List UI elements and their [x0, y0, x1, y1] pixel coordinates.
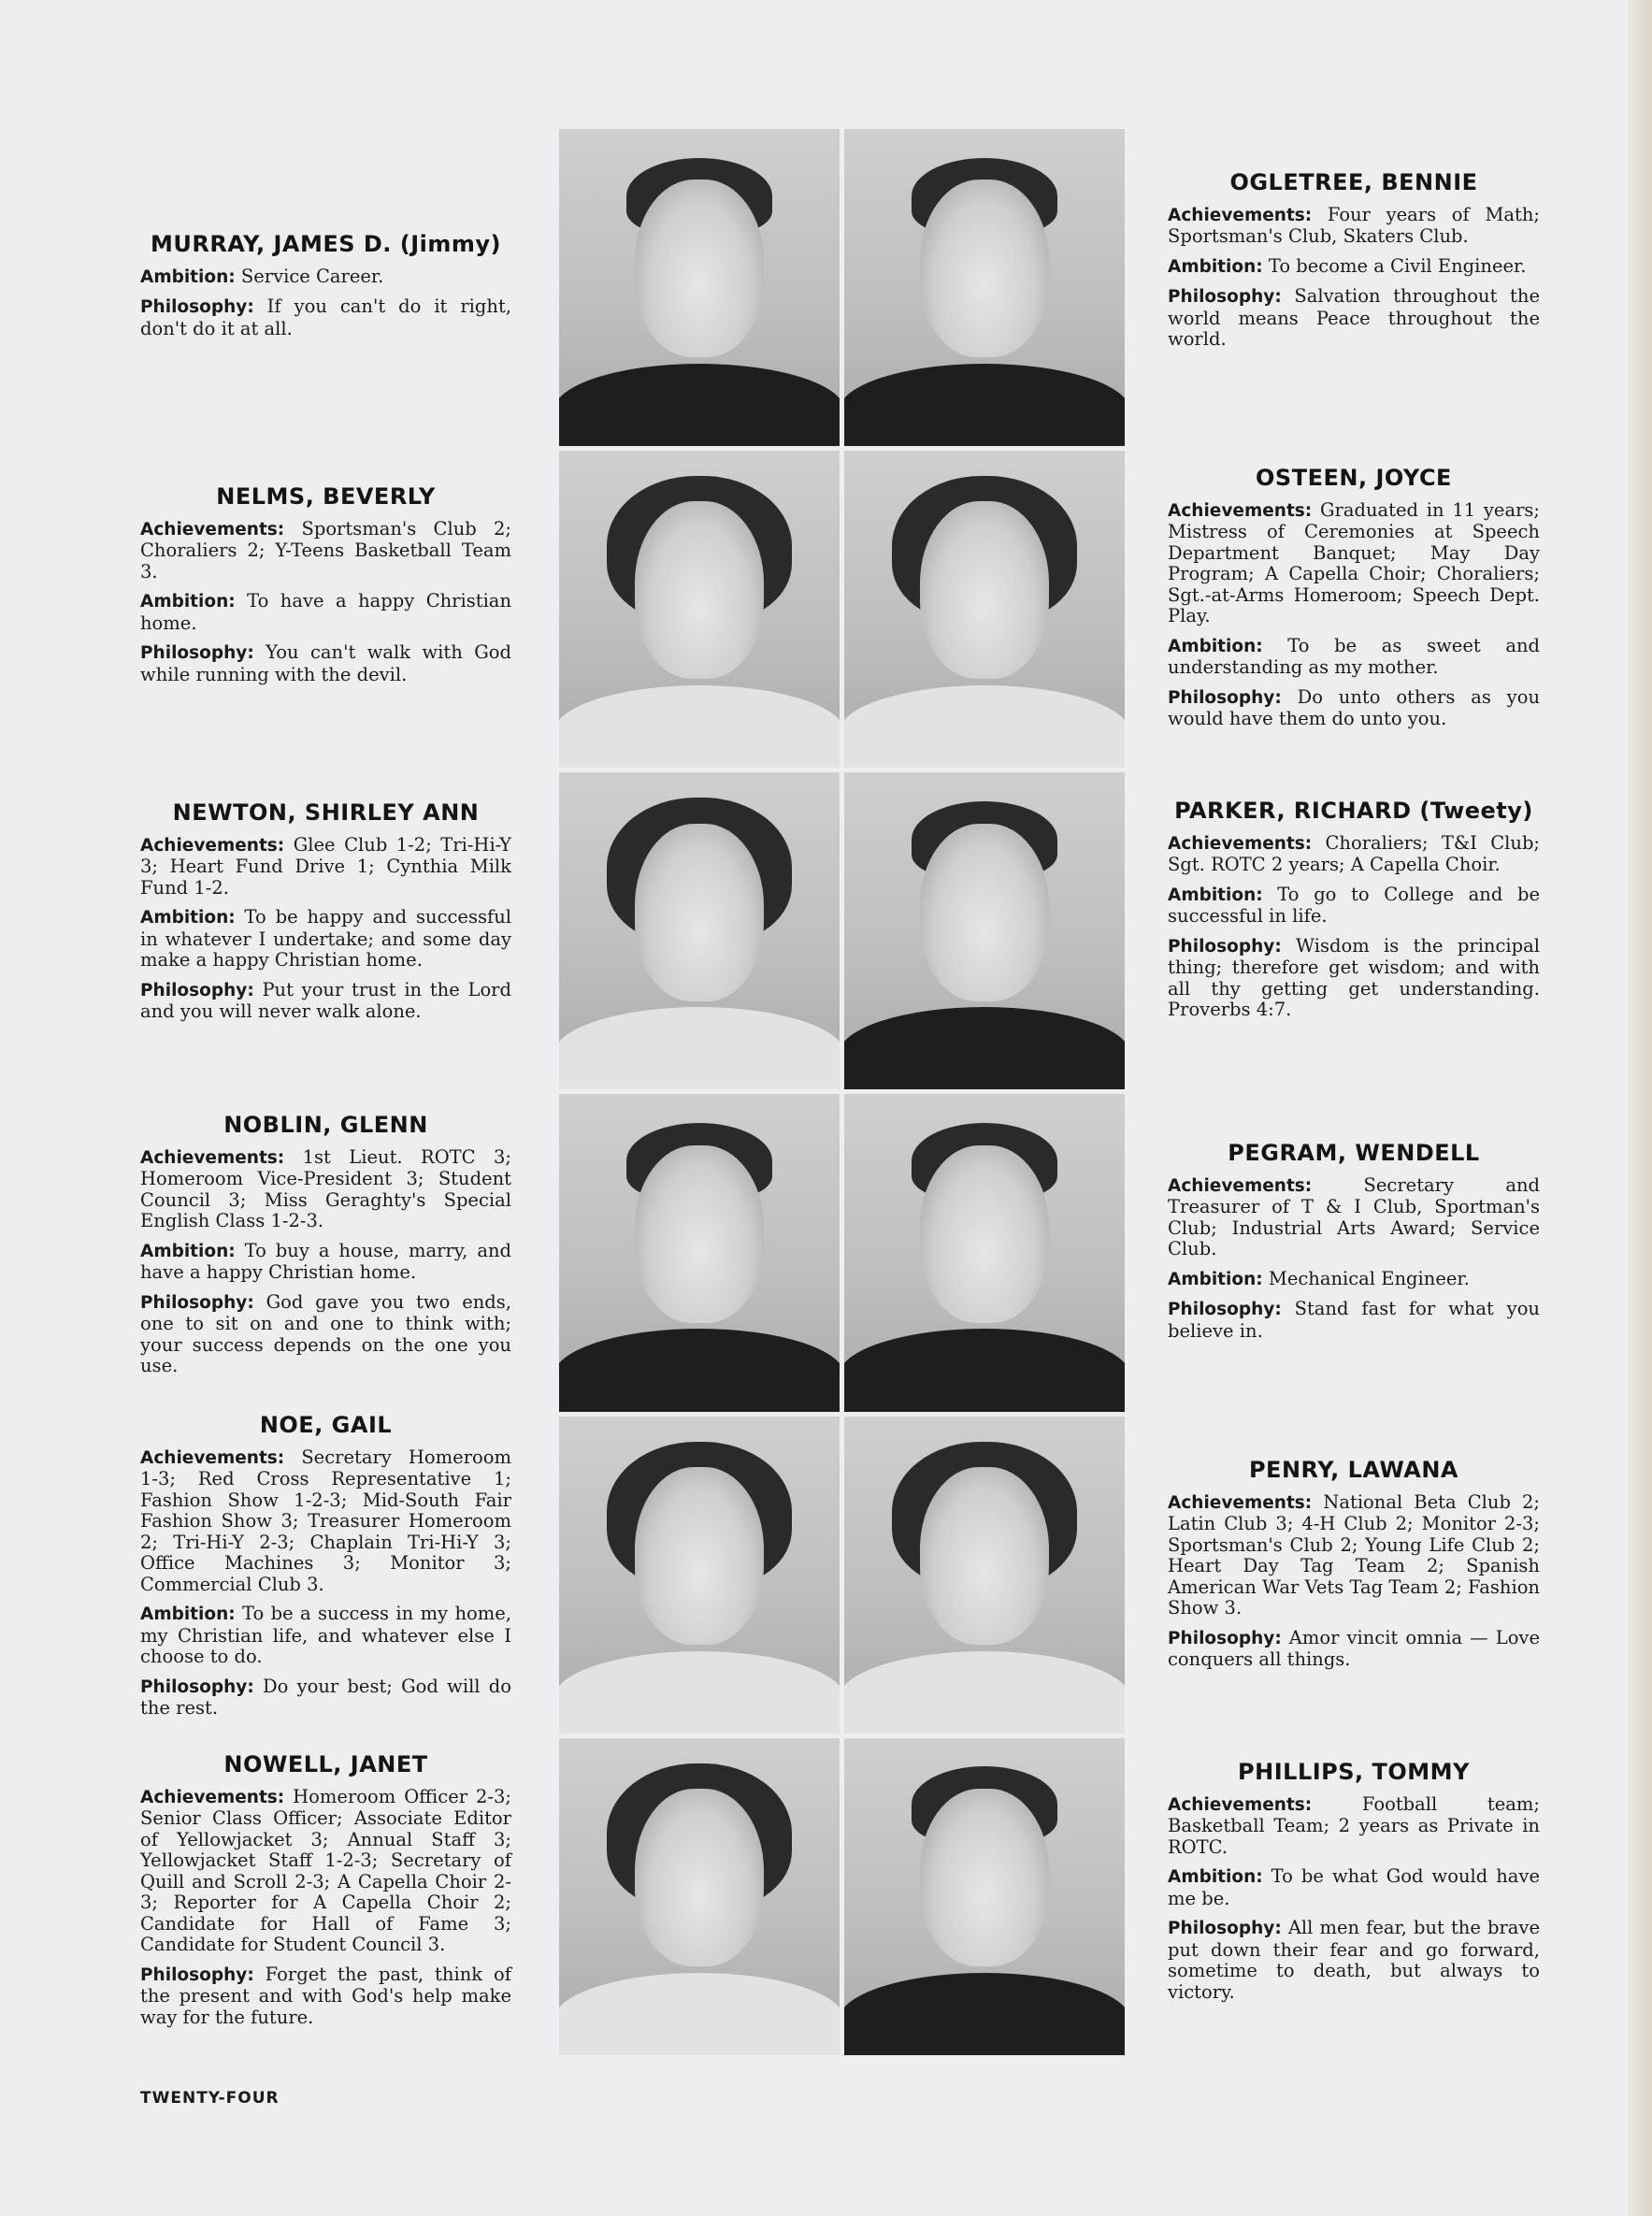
portrait-head	[920, 1789, 1049, 1966]
student-name: NOWELL, JANET	[223, 1751, 428, 1777]
entry-field	[1168, 687, 1540, 730]
entry-field	[140, 1447, 511, 1596]
portrait-head	[635, 1145, 764, 1323]
entry-field	[1168, 936, 1540, 1021]
portrait-head	[635, 501, 764, 679]
entry-field	[1168, 1866, 1540, 1909]
entry-field	[140, 1604, 511, 1668]
entry-field	[1168, 256, 1540, 279]
entry-field	[1168, 286, 1540, 351]
field-label: Ambition:	[1168, 1269, 1263, 1289]
student-name: PEGRAM, WENDELL	[1228, 1140, 1480, 1166]
field-label: Philosophy:	[1168, 687, 1282, 708]
field-value: Do unto others as you would have them do unto you.	[1168, 685, 1540, 729]
field-label: Ambition:	[140, 1604, 236, 1624]
entry-field	[140, 907, 511, 971]
field-value: Graduated in 11 years; Mistress of Ceremonies at Speech Department Banquet; May Day Program; A Capella Choir; Choraliers; Sgt.-at-Arms Homeroom; Speech Dept. Play.	[1168, 498, 1540, 626]
portrait-head	[635, 1467, 764, 1645]
student-name: NOBLIN, GLENN	[223, 1112, 428, 1138]
student-entry-ogletree	[1168, 169, 1540, 359]
entry-field	[140, 1964, 511, 2029]
portrait-head	[920, 824, 1049, 1001]
entry-field	[1168, 1299, 1540, 1342]
field-value: To be what God would have me be.	[1168, 1865, 1540, 1909]
field-label: Philosophy:	[1168, 287, 1282, 307]
entry-field	[140, 1241, 511, 1284]
portrait-body	[844, 1329, 1125, 1411]
portrait-body	[844, 1651, 1125, 1734]
entry-field	[140, 642, 511, 685]
field-label: Philosophy:	[140, 1292, 254, 1313]
field-label: Philosophy:	[140, 643, 254, 663]
student-portrait	[559, 1738, 840, 2055]
student-portrait	[844, 772, 1125, 1089]
field-value: Stand fast for what you believe in.	[1168, 1298, 1540, 1342]
field-value: To go to College and be successful in life.	[1168, 883, 1540, 927]
entry-field	[140, 519, 511, 583]
student-entry-phillips	[1168, 1759, 1540, 2011]
portrait-head	[920, 180, 1049, 357]
field-label: Ambition:	[1168, 885, 1263, 905]
field-label: Achievements:	[1168, 1175, 1313, 1196]
student-name: PENRY, LAWANA	[1248, 1457, 1459, 1483]
field-label: Achievements:	[1168, 205, 1313, 225]
field-label: Achievements:	[1168, 1492, 1313, 1513]
student-portrait	[559, 1094, 840, 1411]
student-name: OGLETREE, BENNIE	[1229, 169, 1478, 195]
portrait-body	[844, 1973, 1125, 2055]
field-value: To become a Civil Engineer.	[1262, 254, 1527, 277]
field-label: Achievements:	[1168, 1794, 1313, 1815]
field-value: 1st Lieut. ROTC 3; Homeroom Vice-President 3; Student Council 3; Miss Geraghty's Special English Class 1-2-3.	[140, 1145, 511, 1231]
field-value: Put your trust in the Lord and you will never walk alone.	[140, 978, 511, 1022]
portrait-grid	[559, 129, 1125, 2055]
entry-field	[140, 591, 511, 634]
field-label: Philosophy:	[1168, 1300, 1282, 1319]
portrait-head	[920, 1467, 1049, 1645]
field-label: Philosophy:	[1168, 936, 1282, 957]
field-value: You can't walk with God while running with the devil.	[140, 641, 511, 685]
field-value: God gave you two ends, one to sit on and one to think with; your success depends on the one you use.	[140, 1290, 511, 1376]
portrait-body	[559, 1651, 840, 1734]
entry-field	[1168, 636, 1540, 679]
field-value: All men fear, but the brave put down their fear and go forward, sometime to death, but always to victory.	[1168, 1917, 1540, 2003]
entry-field	[1168, 1918, 1540, 2003]
page-number: TWENTY-FOUR	[140, 2089, 280, 2108]
student-portrait	[844, 1094, 1125, 1411]
portrait-body	[844, 1007, 1125, 1089]
portrait-head	[635, 180, 764, 357]
field-value: To have a happy Christian home.	[140, 590, 511, 634]
student-name: MURRAY, JAMES D. (Jimmy)	[150, 231, 502, 257]
student-entry-penry	[1168, 1457, 1540, 1679]
entry-field	[1168, 1794, 1540, 1859]
student-name: OSTEEN, JOYCE	[1256, 465, 1452, 491]
field-value: Football team; Basketball Team; 2 years as Private in ROTC.	[1168, 1792, 1540, 1858]
entry-field	[140, 980, 511, 1023]
field-label: Philosophy:	[140, 1676, 254, 1697]
portrait-head	[920, 1145, 1049, 1323]
entry-field	[1168, 1628, 1540, 1671]
field-label: Philosophy:	[140, 297, 254, 317]
portrait-body	[559, 1007, 840, 1089]
student-portrait	[844, 451, 1125, 768]
student-name: NELMS, BEVERLY	[216, 483, 436, 510]
field-label: Achievements:	[140, 835, 285, 856]
field-value: To be a success in my home, my Christian life, and whatever else I choose to do.	[140, 1603, 511, 1667]
field-label: Ambition:	[140, 592, 236, 612]
student-portrait	[844, 129, 1125, 446]
field-label: Ambition:	[1168, 636, 1263, 656]
portrait-head	[635, 1789, 764, 1966]
student-entry-nelms	[140, 483, 511, 694]
field-value: National Beta Club 2; Latin Club 3; 4-H Club 2; Monitor 2-3; Sportsman's Club 2; Young Life Club 2; Heart Day Tag Team 2; Spanish American War Vets Tag Team 2; Fashion Show 3.	[1168, 1490, 1540, 1619]
student-portrait	[559, 129, 840, 446]
field-value: Forget the past, think of the present and with God's help make way for the future.	[140, 1963, 511, 2028]
student-portrait	[844, 1417, 1125, 1734]
field-value: Secretary and Treasurer of T & I Club, Sportman's Club; Industrial Arts Award; Service Club.	[1168, 1173, 1540, 1259]
field-label: Philosophy:	[1168, 1919, 1282, 1938]
field-value: To be as sweet and understanding as my mother.	[1168, 634, 1540, 678]
student-entry-osteen	[1168, 465, 1540, 739]
field-label: Achievements:	[1168, 833, 1313, 854]
field-label: Achievements:	[140, 519, 285, 540]
field-label: Ambition:	[1168, 256, 1263, 277]
field-value: Amor vincit omnia — Love conquers all things.	[1168, 1626, 1540, 1670]
student-name: PHILLIPS, TOMMY	[1238, 1759, 1470, 1785]
field-value: Homeroom Officer 2-3; Senior Class Officer; Associate Editor of Yellowjacket 3; Annual Staff 3; Yellowjacket Staff 1-2-3; Secretary of Quill and Scroll 2-3; A Capella Choir 2-3; Reporter for A Capella Choir 2; Candidate for Hall of Fame 3; Candidate for Student Council 3.	[140, 1785, 511, 1955]
student-name: NEWTON, SHIRLEY ANN	[172, 799, 480, 826]
portrait-body	[559, 1329, 840, 1411]
field-label: Ambition:	[140, 908, 236, 928]
field-value: Service Career.	[235, 265, 384, 287]
field-label: Philosophy:	[140, 1964, 254, 1985]
field-value: Salvation throughout the world means Peace throughout the world.	[1168, 285, 1540, 350]
student-entry-noe	[140, 1412, 511, 1728]
field-value: If you can't do it right, don't do it at all.	[140, 295, 511, 339]
field-value: To buy a house, marry, and have a happy Christian home.	[140, 1239, 511, 1283]
portrait-body	[844, 364, 1125, 446]
field-value: Wisdom is the principal thing; therefore get wisdom; and with all thy getting get understanding. Proverbs 4:7.	[1168, 934, 1540, 1020]
entry-field	[1168, 205, 1540, 248]
student-portrait	[559, 772, 840, 1089]
field-value: Sportsman's Club 2; Choraliers 2; Y-Teens Basketball Team 3.	[140, 517, 511, 583]
entry-field	[1168, 1492, 1540, 1619]
entry-field	[140, 835, 511, 899]
student-entry-pegram	[1168, 1140, 1540, 1350]
entry-field	[140, 1292, 511, 1377]
field-value: Secretary Homeroom 1-3; Red Cross Representative 1; Fashion Show 1-2-3; Mid-South Fair Fashion Show 3; Treasurer Homeroom 2; Tri-Hi-Y 2-3; Chaplain Tri-Hi-Y 3; Office Machines 3; Monitor 3; Commercial Club 3.	[140, 1446, 511, 1595]
entry-field	[1168, 1269, 1540, 1291]
student-entry-murray	[140, 231, 511, 348]
student-entry-nowell	[140, 1751, 511, 2036]
field-label: Philosophy:	[1168, 1628, 1282, 1648]
field-label: Achievements:	[140, 1447, 285, 1468]
student-name: NOE, GAIL	[259, 1412, 393, 1438]
student-portrait	[559, 451, 840, 768]
field-label: Achievements:	[140, 1147, 285, 1168]
field-value: Glee Club 1-2; Tri-Hi-Y 3; Heart Fund Drive 1; Cynthia Milk Fund 1-2.	[140, 833, 511, 899]
field-value: Choraliers; T&I Club; Sgt. ROTC 2 years; A Capella Choir.	[1168, 831, 1540, 875]
field-label: Ambition:	[1168, 1867, 1263, 1887]
student-entry-newton	[140, 799, 511, 1031]
field-value: Four years of Math; Sportsman's Club, Skaters Club.	[1168, 203, 1540, 247]
field-label: Achievements:	[1168, 500, 1313, 521]
entry-field	[1168, 1175, 1540, 1260]
portrait-head	[920, 501, 1049, 679]
portrait-body	[559, 364, 840, 446]
entry-field	[140, 1787, 511, 1956]
portrait-head	[635, 824, 764, 1001]
student-portrait	[559, 1417, 840, 1734]
field-value: Do your best; God will do the rest.	[140, 1675, 511, 1719]
entry-field	[1168, 500, 1540, 627]
entry-field	[140, 1676, 511, 1720]
entry-field	[1168, 885, 1540, 928]
entry-field	[140, 1147, 511, 1232]
student-portrait	[844, 1738, 1125, 2055]
portrait-body	[559, 1973, 840, 2055]
field-label: Achievements:	[140, 1787, 285, 1807]
field-label: Ambition:	[140, 266, 236, 287]
student-entry-noblin	[140, 1112, 511, 1386]
student-entry-parker	[1168, 800, 1540, 1029]
portrait-body	[844, 685, 1125, 768]
field-label: Philosophy:	[140, 980, 254, 1000]
entry-field	[140, 266, 511, 289]
student-name: PARKER, RICHARD (Tweety)	[1174, 798, 1533, 824]
field-value: To be happy and successful in whatever I undertake; and some day make a happy Christian home.	[140, 906, 511, 971]
field-value: Mechanical Engineer.	[1262, 1267, 1470, 1289]
entry-field	[1168, 833, 1540, 876]
entry-field	[140, 296, 511, 339]
field-label: Ambition:	[140, 1241, 236, 1261]
portrait-body	[559, 685, 840, 768]
page-edge	[1628, 0, 1652, 2216]
